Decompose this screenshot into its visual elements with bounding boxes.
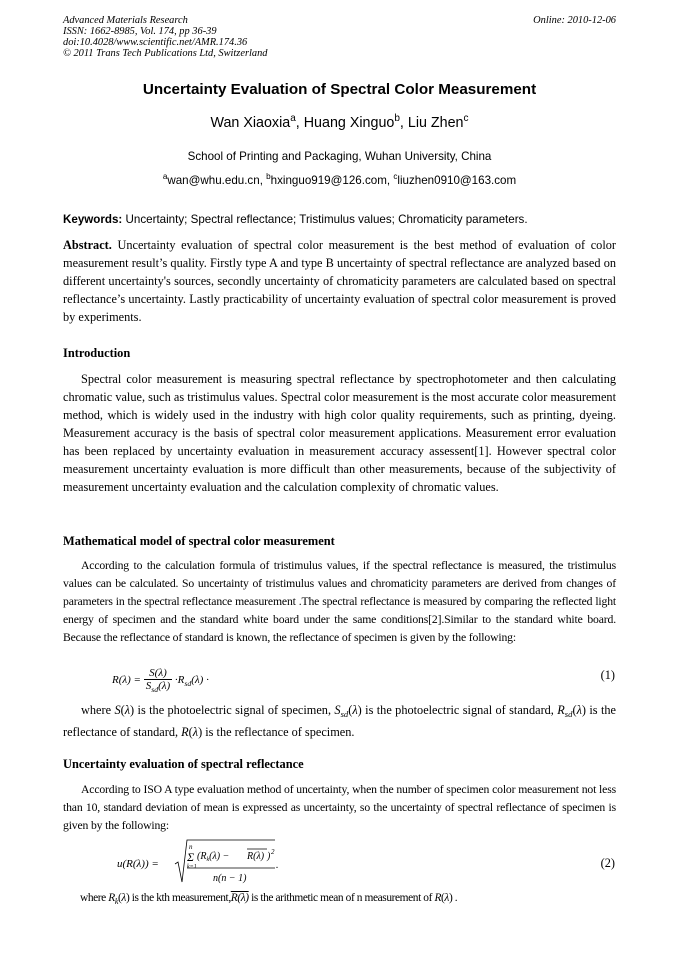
keywords-text: Uncertainty; Spectral reflectance; Tristimulus values; Chromaticity parameters. [125,213,528,226]
svg-text:u(R(λ)) =: u(R(λ)) = [117,858,159,870]
email-3: liuzhen0910@163.com [397,174,517,187]
author-2: Huang Xinguo [303,115,395,131]
keywords [63,213,616,226]
eq1-fraction: $\frac{S(\lambda)}{S_{sd}(\lambda)}$ [145,667,171,694]
svg-text:.: . [276,860,279,871]
author-1-mark: a [290,113,296,125]
author-3: Liu Zhen [407,115,464,131]
keywords-label: Keywords: [63,213,123,226]
section-heading-uncertainty: Uncertainty evaluation of spectral reflectance [63,757,304,771]
eq2-graphic [117,838,277,888]
author-2-mark: b [394,113,400,125]
author-list: Wan Xiaoxia$^a$, Huang Xinguo$^b$, Liu Zhen$^c$ [210,113,469,131]
svg-text:2: 2 [271,848,275,856]
copyright: © 2011 Trans Tech Publications Ltd, Switzerland [63,48,268,59]
journal-header [63,15,616,59]
abstract-text: Uncertainty evaluation of spectral color measurement is the best method of evaluation of color measurement result’s quality. Firstly type A and type B uncertainty of spectral reflectance are analyzed based on different uncertainty's sources, secondly uncertainty of chromaticity parameters are calculated based on spectral reflectance’s uncertainty. Lastly practicability of uncertainty evaluation of spectral color measurement is proved by experiments. [63,238,616,324]
author-1: Wan Xiaoxia [210,115,291,131]
uncertainty-paragraph: According to ISO A type evaluation method of uncertainty, when the number of specimen color measurement not less than 10, standard deviation of mean is expressed as uncertainty, so the uncertainty of spectral reflectance of specimen is given by the following: [63,783,616,832]
email-list: $^a$wan@whu.edu.cn, $^b$hxinguo919@126.com, $^c$liuzhen0910@163.com [162,172,517,187]
section-heading-model: Mathematical model of spectral color measurement [63,534,335,548]
model-where-paragraph: where S(λ) is the photoelectric signal of specimen, $S_{sd}(\lambda)$ is the photoelectric signal of standard, $R_{sd}(\lambda)$ is the reflectance of standard, R(λ) is the reflectance of specimen. [63,703,617,739]
uncertainty-where-paragraph: where $R_k(\lambda)$ is the kth measurement,R(λ) is the arithmetic mean of n measurement of R(λ) . [80,892,458,906]
svg-text:k=1: k=1 [187,864,197,870]
paper-title: Uncertainty Evaluation of Spectral Color Measurement [142,81,537,98]
model-paragraph: According to the calculation formula of tristimulus values, if the spectral reflectance is measured, the tristimulus values can be calculated. So uncertainty of tristimulus values and chromaticity parameters are derived from changes of parameters in the spectral reflectance measurement .The spectral reflectance is measured by comparing the reflected light energy of specimen and the standard white board under the same conditions[2].Similar to the standard white board. Because the reflectance of standard is known, the reflectance of specimen is given by the following: [63,559,616,644]
abstract-label: Abstract. [63,238,112,252]
section-heading-introduction: Introduction [63,346,131,360]
equation-2-number: (2) [600,856,615,870]
svg-text:): ) [267,851,271,862]
svg-text:R(λ): R(λ) [247,851,265,862]
author-3-mark: c [463,113,469,125]
svg-text:Σ: Σ [187,850,195,864]
doi: doi:10.4028/www.scientific.net/AMR.174.36 [63,37,248,48]
equation-1: R(λ) = $\frac{S(\lambda)}{S_{sd}(\lambda)}$ $\cdot R_{sd}(\lambda)$ · [112,667,209,694]
affiliation: School of Printing and Packaging, Wuhan University, China [187,150,492,163]
email-1: wan@whu.edu.cn [167,174,260,187]
svg-text:n: n [189,843,193,851]
email-2: hxinguo919@126.com [270,174,387,187]
online-date: Online: 2010-12-06 [533,15,616,26]
svg-text:(Rk(λ) −: ($R_k(\lambda)$ − [197,851,230,863]
equation-1-number: (1) [600,668,615,682]
svg-text:n(n − 1): n(n − 1) [213,873,247,884]
introduction-paragraph: Spectral color measurement is measuring spectral reflectance by spectrophotometer and then calculating chromatic value, such as tristimulus values. Spectral color measurement is the most accurate color measurement method, which is widely used in the industry with high color quality requirements, such as printing, dyeing. Measurement accuracy is the basis of spectral color measurement applications. Measurement error evaluation has been replaced by uncertainty evaluation in measurement accuracy assessent[1]. However spectral color measurement uncertainty evaluation is more difficult than other measurements, because of the subjectivity of measurement uncertainty evaluation and the calculation complexity of chromatic values. [63,372,616,494]
journal-name: Advanced Materials Research [63,15,188,26]
abstract [63,236,616,326]
issn: ISSN: 1662-8985, Vol. 174, pp 36-39 [63,26,217,37]
equation-2 [117,838,277,891]
